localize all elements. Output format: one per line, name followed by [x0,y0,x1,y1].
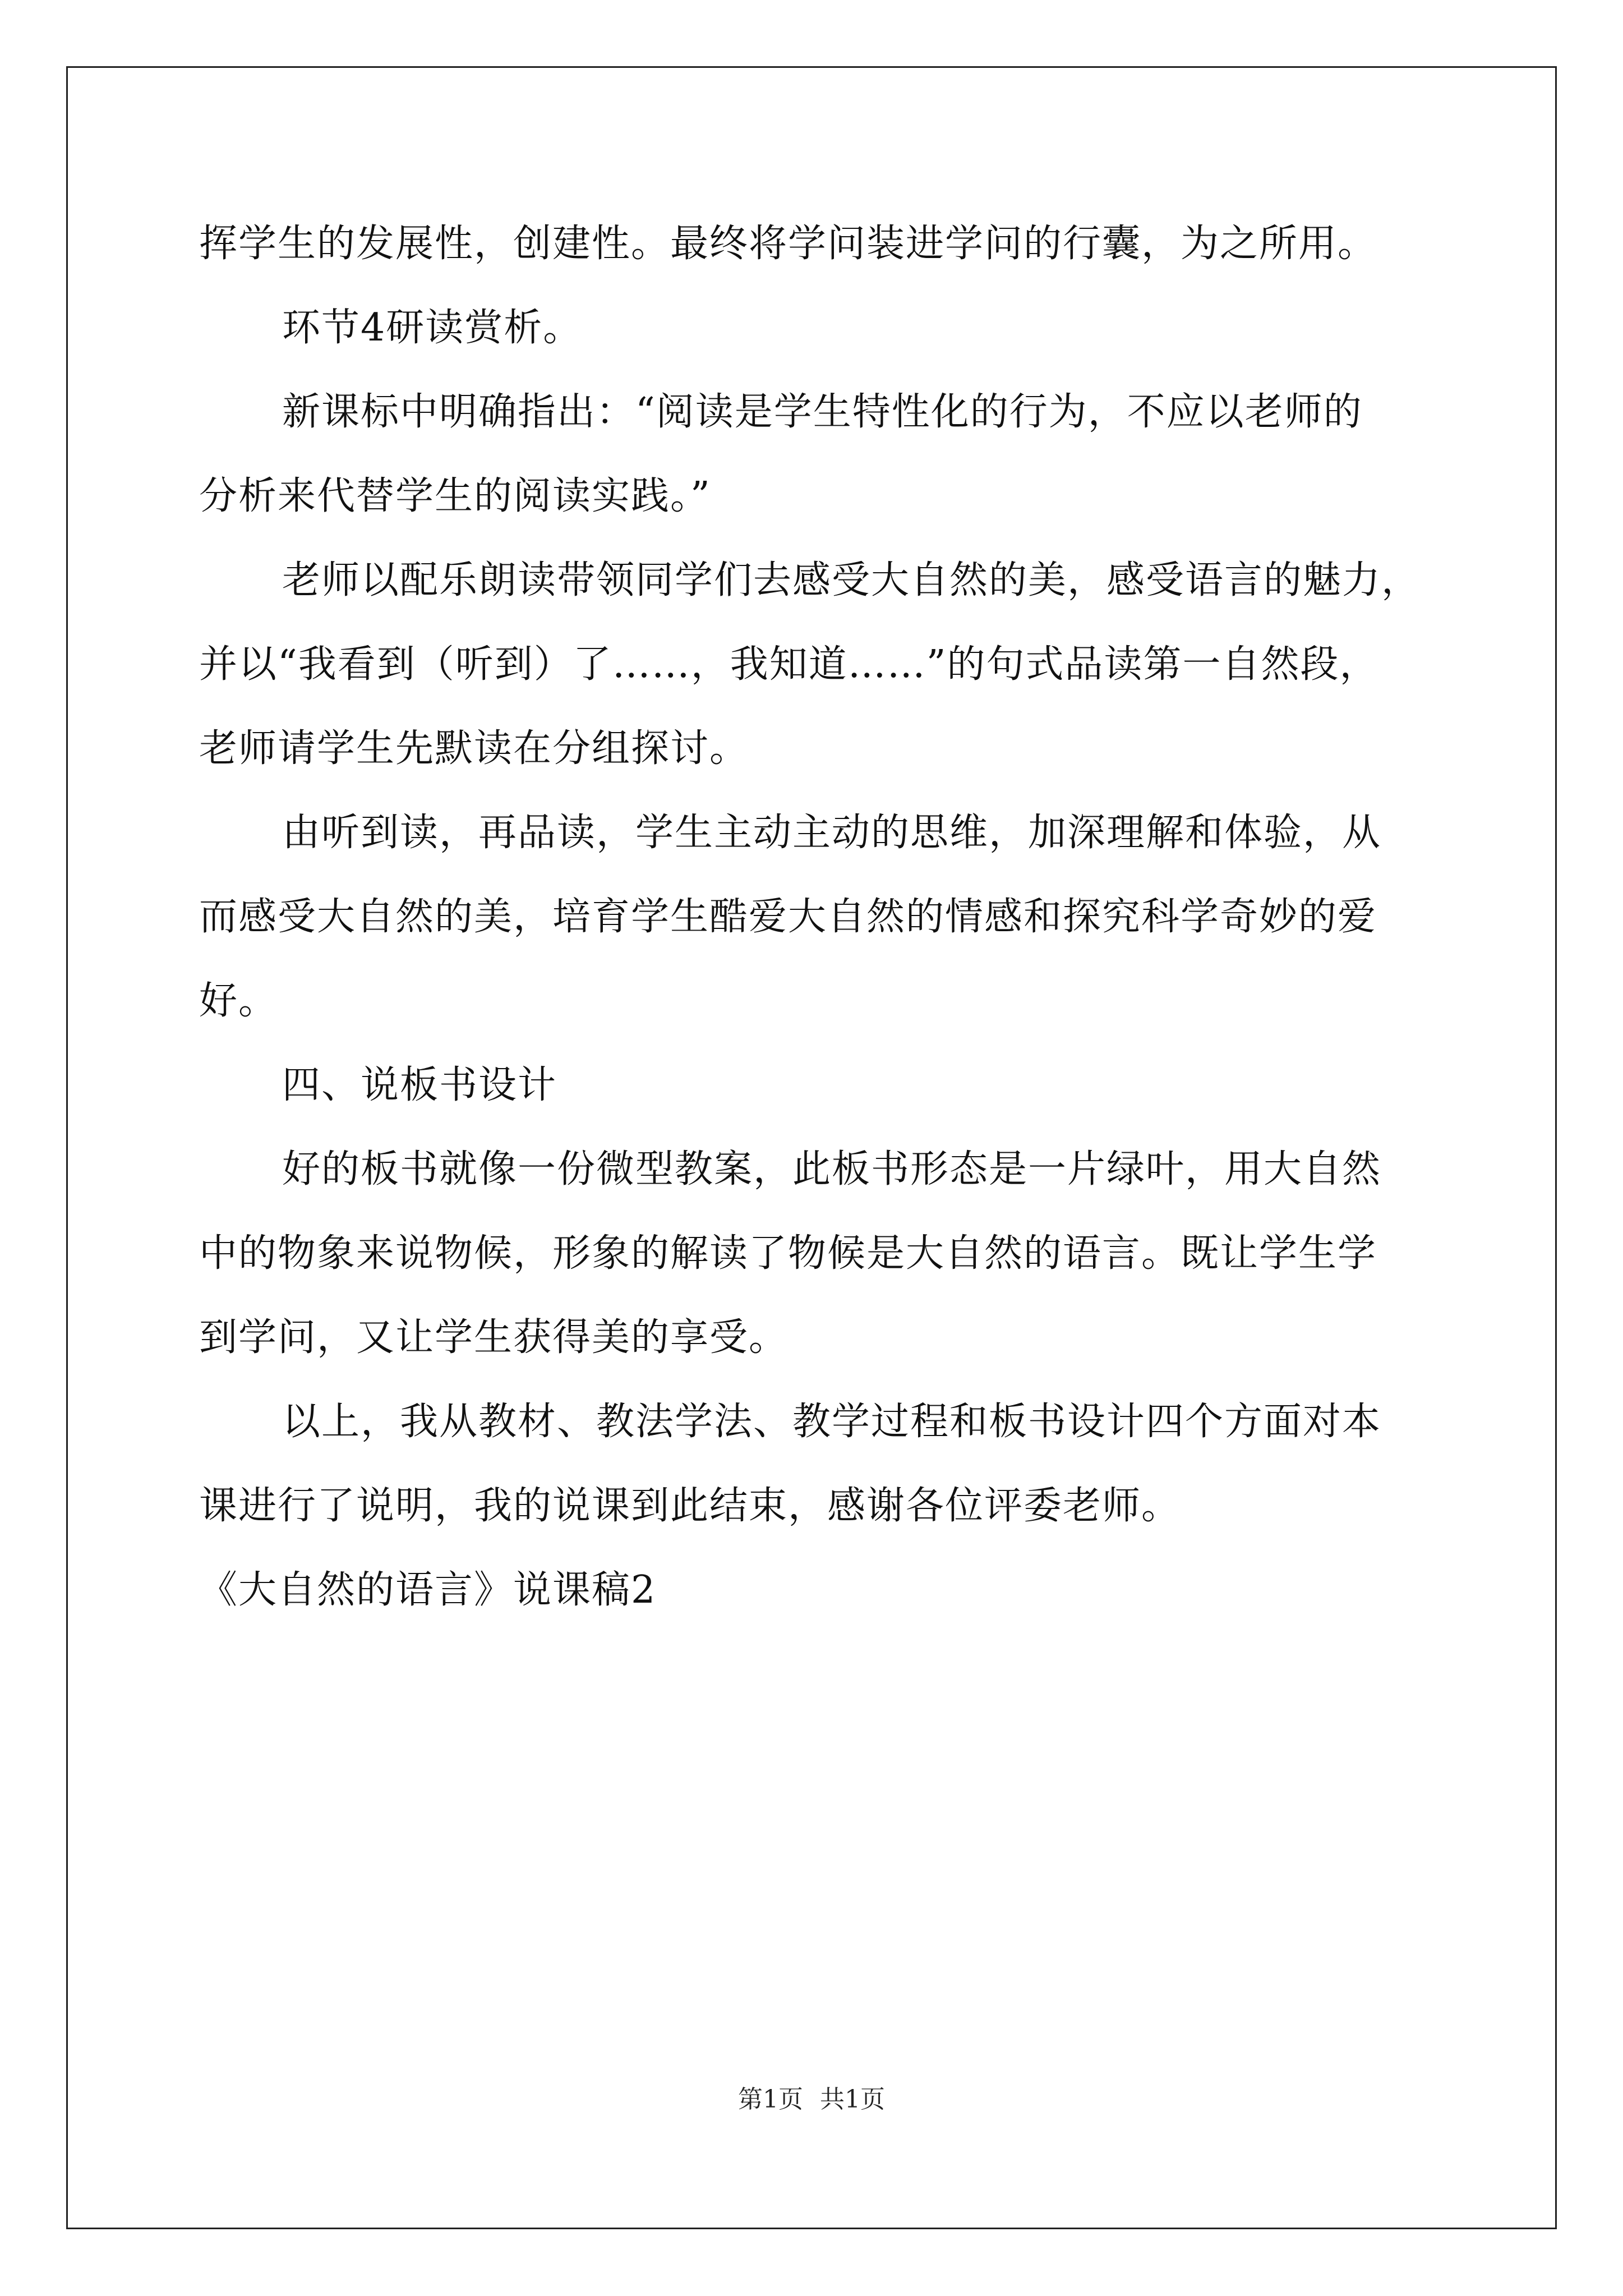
text-line: 分析来代替学生的阅读实践。” [199,474,711,518]
text-line: 课进行了说明，我的说课到此结束，感谢各位评委老师。 [199,1484,1181,1528]
text-line: 老师请学生先默读在分组探讨。 [199,726,749,771]
text-line: 环节4研读赏析。 [282,306,583,350]
text-line: 好。 [199,979,278,1023]
page-footer [0,2084,1623,2115]
text-line: 挥学生的发展性，创建性。最终将学问装进学问的行囊，为之所用。 [199,222,1377,266]
page-number: 第1页 [738,2085,803,2114]
page-total: 共1页 [820,2085,885,2114]
section-heading: 四、说板书设计 [282,1063,557,1107]
text-line: 中的物象来说物候，形象的解读了物候是大自然的语言。既让学生学 [199,1231,1377,1276]
text-line: 并以“我看到（听到）了……，我知道……”的句式品读第一自然段， [199,642,1379,687]
text-line: 新课标中明确指出：“阅读是学生特性化的行为，不应以老师的 [282,390,1363,434]
text-line: 到学问，又让学生获得美的享受。 [199,1315,789,1360]
text-line: 由听到读，再品读，学生主动主动的思维，加深理解和体验，从 [282,811,1382,855]
text-line: 老师以配乐朗读带领同学们去感受大自然的美，感受语言的魅力， [282,558,1421,602]
text-line: 而感受大自然的美，培育学生酷爱大自然的情感和探究科学奇妙的爱 [199,895,1377,939]
text-line: 好的板书就像一份微型教案，此板书形态是一片绿叶，用大自然 [282,1147,1382,1191]
document-title: 《大自然的语言》说课稿2 [199,1568,657,1612]
text-line: 以上，我从教材、教法学法、教学过程和板书设计四个方面对本 [282,1400,1382,1444]
